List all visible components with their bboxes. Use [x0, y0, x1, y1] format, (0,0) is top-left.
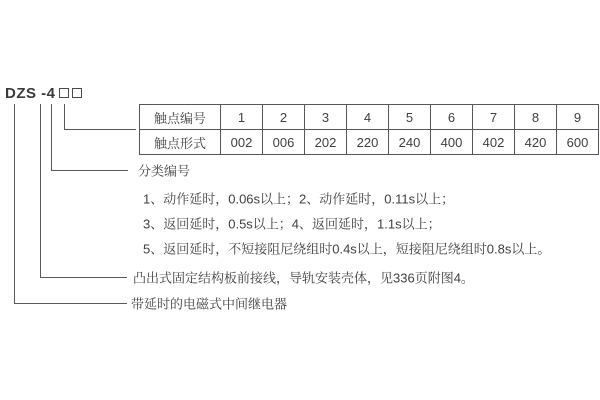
table-row-contact-form [140, 130, 599, 155]
note-line-2: 3、返回延时，0.5s以上；4、返回延时，1.1s以上； [143, 216, 441, 232]
table-cell: 2 [263, 105, 305, 130]
connector-contact-table-vline [64, 104, 65, 129]
table-cell: 8 [515, 105, 557, 130]
note-line-3: 5、返回延时，不短接阻尼绕组时0.4s以上，短接阻尼绕组时0.8s以上。 [143, 241, 551, 257]
connector-relay-type-vline [14, 104, 15, 303]
table-cell: 7 [473, 105, 515, 130]
table-cell: 400 [431, 130, 473, 155]
table-cell: 240 [389, 130, 431, 155]
table-cell: 420 [515, 130, 557, 155]
table-cell: 220 [347, 130, 389, 155]
model-code: DZS -4 [5, 84, 56, 102]
contact-table [139, 104, 599, 155]
connector-structure-hline [40, 277, 127, 278]
table-cell: 3 [305, 105, 347, 130]
connector-structure-vline [40, 104, 41, 277]
model-placeholder-box-1 [59, 88, 69, 98]
table-cell: 4 [347, 105, 389, 130]
classification-label: 分类编号 [138, 163, 191, 179]
table-cell: 402 [473, 130, 515, 155]
table-cell: 202 [305, 130, 347, 155]
table-cell: 002 [221, 130, 263, 155]
model-placeholder-box-2 [72, 88, 82, 98]
structure-label: 凸出式固定结构板前接线，导轨安装壳体，见336页附图4。 [133, 270, 474, 286]
connector-contact-table-hline [64, 129, 136, 130]
table-row-contact-number [140, 105, 599, 130]
table-cell: 1 [221, 105, 263, 130]
row-header: 触点编号 [140, 105, 221, 130]
table-cell: 6 [431, 105, 473, 130]
note-line-1: 1、动作延时，0.06s以上；2、动作延时，0.11s以上； [143, 191, 455, 207]
table-cell: 5 [389, 105, 431, 130]
connector-relay-type-hline [14, 303, 127, 304]
table-cell: 006 [263, 130, 305, 155]
connector-classification-vline [51, 104, 52, 170]
model-designation [5, 85, 82, 101]
connector-classification-hline [51, 170, 128, 171]
table-cell: 600 [557, 130, 599, 155]
relay-type-label: 带延时的电磁式中间继电器 [131, 296, 288, 312]
table-cell: 9 [557, 105, 599, 130]
row-header: 触点形式 [140, 130, 221, 155]
